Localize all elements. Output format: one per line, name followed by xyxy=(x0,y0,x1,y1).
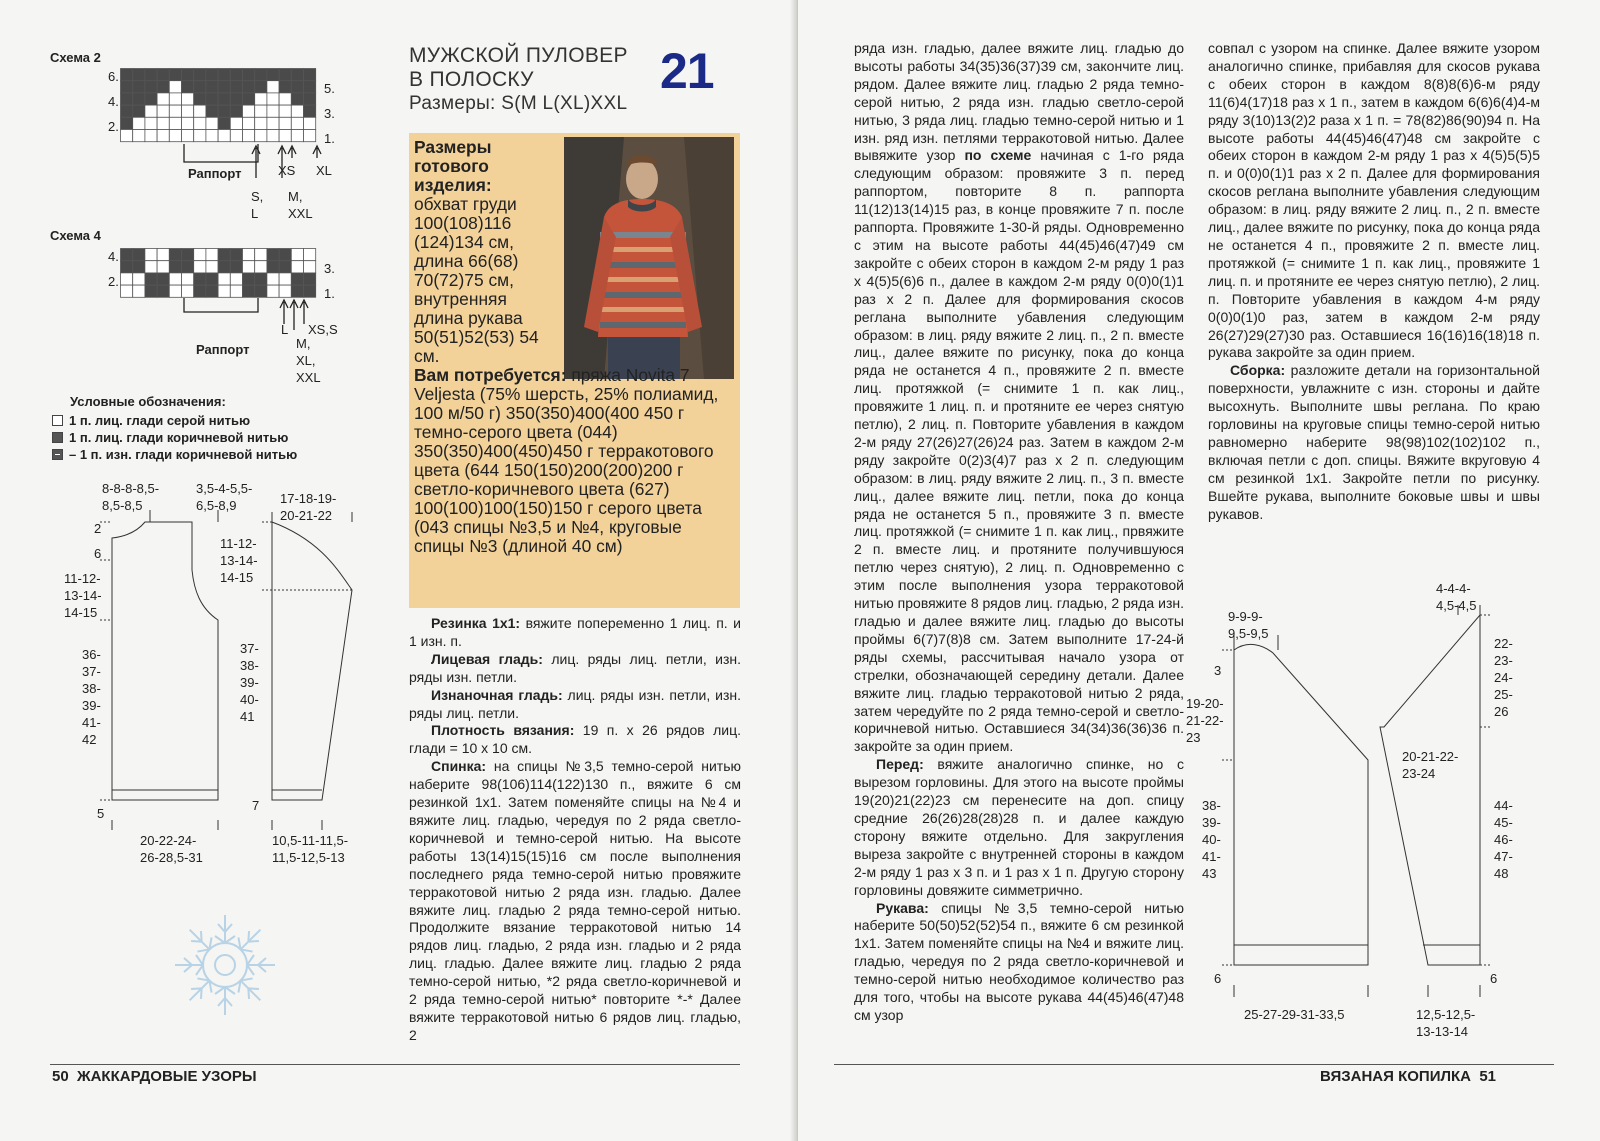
grid-cell xyxy=(145,117,157,129)
grid-cell xyxy=(291,69,303,81)
paragraph-text: ряда изн. гладью, далее вяжите лиц. гладью до высоты работы 34(35)36(37)39 см, закончите лиц. рядом. Далее вяжите лиц. гладью 2 ряда темно-серой нитью, 2 ряда изн. гладью светло-серой нитью, 3 ряда лиц. гладью темно-серой нитью и 1 изн. ряд изн. петлями терракотовой нитью. Далее вывяжите узор xyxy=(854,40,1184,164)
grid-cell xyxy=(133,273,145,285)
schema2-row-5: 5. xyxy=(324,81,335,96)
schema4-row-3: 3. xyxy=(324,261,335,276)
schema4-xs-s: XS,S xyxy=(308,322,338,337)
legend-label-brown-purl: – 1 п. изн. глади коричневой нитью xyxy=(69,447,298,462)
grid-cell xyxy=(218,105,230,117)
section-name-right: ВЯЗАНАЯ КОПИЛКА xyxy=(1320,1068,1471,1085)
front-width: 25-27-29-31-33,5 xyxy=(1244,1007,1345,1022)
sizes-line xyxy=(409,92,628,116)
grid-cell xyxy=(145,81,157,93)
paragraph-text: вяжите аналогично спинке, но с вырезом горловины. Для этого на высоте проймы 19(20)21(22)23 см перенесите на доп. спицу средние 26(26)28(28)28 п. и далее каждую сторону вяжите отдельно. Для закругления выреза закройте с внутренней стороны в каждом 2-м ряду 1 раз х 3 п. и 1 раз х 1 п. Другую сторону горловины довяжите симметрично. xyxy=(854,756,1184,898)
grid-cell xyxy=(182,81,194,93)
sleeve-width: 10,5-11-11,5- 11,5-12,5-13 xyxy=(272,833,349,865)
swatch-brown xyxy=(52,432,63,443)
back-top-left: 8-8-8-8,5- 8,5-8,5 xyxy=(102,481,160,513)
grid-cell xyxy=(133,117,145,129)
grid-cell xyxy=(218,81,230,93)
grid-cell xyxy=(267,261,279,273)
schema2-row-3: 3. xyxy=(324,106,335,121)
paragraph xyxy=(854,40,1184,756)
paragraph-heading: Перед: xyxy=(876,756,924,773)
instructions-col-1 xyxy=(409,615,741,1045)
grid-cell xyxy=(121,261,133,273)
info-text xyxy=(414,138,734,556)
grid-cell xyxy=(121,130,133,142)
grid-cell xyxy=(279,273,291,285)
grid-cell xyxy=(206,117,218,129)
title-block xyxy=(409,44,628,116)
front-side: 38- 39- 40- 41- 43 xyxy=(1202,798,1221,881)
info-box xyxy=(409,133,740,608)
grid-cell xyxy=(121,105,133,117)
grid-cell xyxy=(243,261,255,273)
schema2-chart xyxy=(120,68,320,144)
schema4-row-4: 4. xyxy=(108,249,119,264)
schema4-rapport: Раппорт xyxy=(196,342,250,357)
grid-cell xyxy=(182,249,194,261)
grid-cell xyxy=(182,93,194,105)
need-title-inline: Вам потребуется: xyxy=(414,365,567,385)
grid-cell xyxy=(182,105,194,117)
grid-cell xyxy=(291,249,303,261)
grid-cell xyxy=(194,93,206,105)
paragraph-heading: Резинка 1х1: xyxy=(431,615,521,631)
grid-cell xyxy=(279,261,291,273)
paragraph-text: разложите детали на горизонтальной поверхности, увлажните с изн. стороны и дайте высохнуть. Выполните швы реглана. По краю горловины на круговые спицы темно-серой нитью равномерно наберите 98(98)102(102)102 п., включая петли с доп. спицы. Вяжите вкруговую 4 см резинкой 1х1. Закройте петли по рисунку. Вшейте рукава, выполните боковые швы и швы рукавов. xyxy=(1208,362,1540,522)
paragraph-text: совпал с узором на спинке. Далее вяжите узором аналогично спинке, прибавляя для скосов рукава с обеих сторон в каждом 8(8)8(6)6-м ряду 11(6)4(17)18 раз х 1 п., затем в каждом 6(6)6(4)4-м ряду 3(10)13(2)2 раза х 1 п. = 78(82)86(90)94 п. На высоте работы 44(45)46(47)48 см закройте с обеих сторон в каждом 2-м ряду 1 раз х 4(5)5(5)5 п. и 0(0)0(1)1 раз х 2 п. Далее для формирования скосов реглана выполните убавления следующим образом: в лиц. ряду вяжите 2 лиц. п., 2 п. вместе лиц., далее вяжите по рисунку, пока до конца ряда не останется 4 п., провяжите 2 п. вместе лиц. протяжкой (= снимите 1 п. как лиц., провяжите 1 лиц. п. и протяните ее через снятую петлю), 2 лиц. п. Повторите убавления в каждом 4-м ряду 0(0)0(1)0 раз, затем в каждом 2-м ряду 26(27)29(27)30 раз. Оставшиеся 16(16)16(18)18 п. рукава закройте за один прием. xyxy=(1208,40,1540,361)
grid-cell xyxy=(145,261,157,273)
grid-cell xyxy=(169,273,181,285)
need-text: пряжа Novita 7 Veljesta (75% шерсть, 25% полиамид, 100 м/50 г) 350(350)400(400 450 г темно-серого цвета (044) 350(350)400(450)450 г терракотового цвета (644 150(150)200(200)200 г светло-коричневого цвета (627) 100(100)100(150)150 г серого цвета (043 спицы №3,5 и №4, круговые спицы №3 (длиной 40 см) xyxy=(414,365,719,556)
sleeve2-length: 44- 45- 46- 47- 48 xyxy=(1494,798,1513,881)
back-shoulder: 6 xyxy=(94,546,102,561)
grid-cell xyxy=(194,249,206,261)
grid-cell xyxy=(169,105,181,117)
grid-cell xyxy=(182,261,194,273)
sizes-text: обхват груди 100(108)116 (124)134 см, длина 66(68) 70(72)75 см, внутренняя длина рукава 50(51)52(53) 54 см. xyxy=(414,194,539,366)
section-name-left: ЖАККАРДОВЫЕ УЗОРЫ xyxy=(77,1068,257,1085)
sleeve-top: 17-18-19- 20-21-22 xyxy=(280,491,337,523)
grid-cell xyxy=(206,69,218,81)
grid-cell xyxy=(182,69,194,81)
grid-cell xyxy=(169,261,181,273)
grid-cell xyxy=(157,117,169,129)
grid-cell xyxy=(206,105,218,117)
schema2-row-1: 1. xyxy=(324,131,335,146)
grid-cell xyxy=(218,117,230,129)
grid-cell xyxy=(230,273,242,285)
snowflake-icon xyxy=(170,910,280,1020)
grid-cell xyxy=(206,273,218,285)
grid-cell xyxy=(243,81,255,93)
paragraph-heading: Плотность вязания: xyxy=(431,722,575,739)
grid-cell xyxy=(230,81,242,93)
grid-cell xyxy=(230,261,242,273)
paragraph xyxy=(409,722,741,758)
grid-cell xyxy=(157,130,169,142)
grid-cell xyxy=(218,261,230,273)
grid-cell xyxy=(218,69,230,81)
grid-cell xyxy=(243,249,255,261)
grid-cell xyxy=(145,249,157,261)
sizes-label: Размеры: xyxy=(409,93,496,114)
footer-right xyxy=(1320,1068,1496,1085)
schema2-xs: XS xyxy=(278,163,296,178)
paragraph-heading: Спинка: xyxy=(431,758,487,775)
grid-cell xyxy=(182,117,194,129)
grid-cell xyxy=(255,273,267,285)
schema2-rapport: Раппорт xyxy=(188,166,242,181)
back-width: 20-22-24- 26-28,5-31 xyxy=(140,833,203,865)
legend-title: Условные обозначения: xyxy=(70,394,226,409)
grid-cell xyxy=(133,81,145,93)
grid-cell xyxy=(291,261,303,273)
paragraph-text: лиц. ряды изн. петли, изн. ряды лиц. петли. xyxy=(409,686,741,721)
paragraph-text: спицы №3,5 темно-серой нитью наберите 50(50)52(52)54 п., вяжите 6 см резинкой 1х1. Затем поменяйте спицы на №4 и вяжите лиц. гладью, чередуя по 2 ряда светло-коричневой и темно-серой нитью необходимое количество раз для того, чтобы на высоте рукава 44(45)46(47)48 см узор xyxy=(854,899,1184,1023)
grid-cell xyxy=(169,117,181,129)
grid-cell xyxy=(121,81,133,93)
paragraph xyxy=(854,756,1184,899)
grid-cell xyxy=(157,105,169,117)
sleeve2-mid: 20-21-22- 23-24 xyxy=(1402,749,1459,781)
grid-cell xyxy=(157,261,169,273)
swatch-brown-purl xyxy=(52,449,63,460)
grid-cell xyxy=(121,93,133,105)
schema4-chart xyxy=(120,248,320,300)
grid-cell xyxy=(157,285,169,297)
grid-cell xyxy=(169,249,181,261)
grid-cell xyxy=(169,93,181,105)
front-bottom: 6 xyxy=(1214,971,1222,986)
paragraph-heading: Изнаночная гладь: xyxy=(431,686,563,703)
grid-cell xyxy=(255,117,267,129)
grid-cell xyxy=(133,105,145,117)
grid-cell xyxy=(291,105,303,117)
grid-cell xyxy=(230,93,242,105)
grid-cell xyxy=(145,273,157,285)
paragraph-text: лиц. ряды лиц. петли, изн. ряды изн. петли. xyxy=(409,650,741,685)
grid-cell xyxy=(267,117,279,129)
paragraph xyxy=(409,615,741,651)
page-number-right: 51 xyxy=(1479,1068,1497,1085)
grid-cell xyxy=(267,249,279,261)
schema4-m-xl-xxl: M, XL, XXL xyxy=(296,336,321,385)
schema4-row-1: 1. xyxy=(324,286,335,301)
sleeve-cuff: 7 xyxy=(252,798,260,813)
grid-cell xyxy=(194,105,206,117)
footer-left xyxy=(52,1068,257,1085)
grid-cell xyxy=(133,130,145,142)
grid-cell xyxy=(279,81,291,93)
back-armhole: 11-12- 13-14- 14-15 xyxy=(64,571,102,620)
grid-cell xyxy=(206,81,218,93)
grid-cell xyxy=(230,69,242,81)
grid-cell xyxy=(304,249,316,261)
paragraph-text: на спицы №3,5 темно-серой нитью наберите 98(106)114(122)130 п., вяжите 6 см резинкой 1х1. Затем поменяйте спицы на №4 и вяжите лиц. гладью, чередуя по 2 ряда светло-коричневой и темно-серой нитью. На высоте работы 13(14)15(15)16 см после выполнения последнего ряда темно-серой нитью провяжите терракотовой нитью 2 ряда изн. гладью. Далее вяжите лиц. гладью 2 ряда темно-серой нитью. Продолжите вязание терракотовой нитью 14 рядов лиц. гладью, 2 ряда изн. гладью и 2 ряда лиц. гладью. Далее вяжите лиц. гладью 2 ряда темно-серой нитью, *2 ряда светло-коричневой и 2 ряда темно-серой нитью* повторите *-* Далее вяжите терракотовой нитью 6 рядов лиц. гладью, 2 xyxy=(409,758,741,1043)
schema2-s-l: S, L xyxy=(251,189,264,221)
instructions-col-2 xyxy=(854,40,1184,1025)
front-neck: 3 xyxy=(1214,663,1222,678)
front-top: 9-9-9- 9,5-9,5 xyxy=(1228,609,1269,641)
grid-cell xyxy=(291,117,303,129)
sleeve-length: 37- 38- 39- 40- 41 xyxy=(240,641,259,724)
grid-cell xyxy=(121,249,133,261)
grid-cell xyxy=(255,93,267,105)
grid-cell xyxy=(267,93,279,105)
footer-rule-left xyxy=(50,1064,740,1065)
grid-cell xyxy=(255,249,267,261)
sizes-value: S(M L(XL)XXL xyxy=(501,93,628,114)
sleeve2-cap: 22- 23- 24- 25- 26 xyxy=(1494,636,1513,719)
back-side: 36- 37- 38- 39- 41- 42 xyxy=(82,647,101,747)
schema2-row-6: 6. xyxy=(108,69,119,84)
schema2-row-4: 4. xyxy=(108,94,119,109)
back-top-right: 3,5-4-5,5- 6,5-8,9 xyxy=(196,481,253,513)
grid-cell xyxy=(121,69,133,81)
grid-cell xyxy=(121,273,133,285)
schema4-title: Схема 4 xyxy=(50,228,101,243)
paragraph xyxy=(1208,40,1540,362)
title-line-2: В ПОЛОСКУ xyxy=(409,68,534,91)
schema2-row-2: 2. xyxy=(108,119,119,134)
back-bottom: 5 xyxy=(97,806,105,821)
legend-label-grey: 1 п. лиц. глади серой нитью xyxy=(69,413,251,428)
paragraph-text: вяжите попеременно 1 лиц. п. и 1 изн. п. xyxy=(409,615,741,649)
grid-cell xyxy=(157,69,169,81)
grid-cell xyxy=(218,249,230,261)
grid-cell xyxy=(133,249,145,261)
grid-cell xyxy=(157,93,169,105)
grid-cell xyxy=(243,69,255,81)
grid-cell xyxy=(243,117,255,129)
grid-cell xyxy=(218,273,230,285)
grid-cell xyxy=(121,117,133,129)
grid-cell xyxy=(194,81,206,93)
grid-cell xyxy=(267,81,279,93)
grid-cell xyxy=(267,69,279,81)
grid-cell xyxy=(157,81,169,93)
footer-rule-right xyxy=(834,1064,1554,1065)
grid-cell xyxy=(304,93,316,105)
paragraph-heading: Лицевая гладь: xyxy=(431,650,543,667)
grid-cell xyxy=(157,273,169,285)
left-page xyxy=(0,0,795,1141)
grid-cell xyxy=(230,249,242,261)
grid-cell xyxy=(279,93,291,105)
paragraph xyxy=(409,758,741,1045)
grid-cell xyxy=(304,105,316,117)
legend-item-grey xyxy=(52,413,250,428)
sleeve2-width: 12,5-12,5- 13-13-14 xyxy=(1416,1007,1476,1039)
grid-cell xyxy=(267,105,279,117)
grid-cell xyxy=(279,105,291,117)
grid-cell xyxy=(169,81,181,93)
back-neck: 2 xyxy=(94,521,102,536)
grid-cell xyxy=(243,93,255,105)
pattern-number: 21 xyxy=(660,43,714,99)
grid-cell xyxy=(194,261,206,273)
sleeve2-cuff: 6 xyxy=(1490,971,1498,986)
grid-cell xyxy=(206,261,218,273)
grid-cell xyxy=(133,93,145,105)
grid-cell xyxy=(243,273,255,285)
title-line-1: МУЖСКОЙ ПУЛОВЕР xyxy=(409,44,628,67)
grid-cell xyxy=(133,285,145,297)
sizes-title: Размеры готового изделия: xyxy=(414,137,492,195)
legend-item-brown-purl xyxy=(52,447,297,462)
instructions-col-3 xyxy=(1208,40,1540,523)
paragraph-emphasis: по схеме xyxy=(964,147,1032,164)
grid-cell xyxy=(267,273,279,285)
grid-cell xyxy=(255,81,267,93)
grid-cell xyxy=(194,69,206,81)
grid-cell xyxy=(255,105,267,117)
sleeve2-top: 4-4-4- 4,5-4,5 xyxy=(1436,581,1477,613)
front-diagram xyxy=(1218,605,1538,1025)
paragraph xyxy=(854,900,1184,1025)
grid-cell xyxy=(291,93,303,105)
grid-cell xyxy=(230,105,242,117)
grid-cell xyxy=(255,261,267,273)
grid-cell xyxy=(291,273,303,285)
schema4-l: L xyxy=(281,322,289,337)
schema4-row-2: 2. xyxy=(108,274,119,289)
grid-cell xyxy=(145,93,157,105)
right-page xyxy=(798,0,1600,1141)
grid-cell xyxy=(230,117,242,129)
grid-cell xyxy=(291,81,303,93)
paragraph xyxy=(409,687,741,723)
grid-cell xyxy=(255,69,267,81)
paragraph-heading: Рукава: xyxy=(876,899,929,916)
grid-cell xyxy=(145,285,157,297)
grid-cell xyxy=(194,273,206,285)
paragraph-text: начиная с 1-го ряда следующим образом: провяжите 3 п. перед раппортом, повторите 8 п. раппорта 11(12)13(14)15 раз, в конце провяжите 7 п. после раппорта. Провяжите 1-30-й ряды. Одновременно с этим на высоте работы 44(45)46(47)49 см закройте с обеих сторон в каждом 2-м ряду 1 раз х 4(5)5(6)6 п., далее в каждом 2-м ряду 0(0)0(1)1 раз х 2 п. Далее для формирования скосов реглана выполните убавления следующим образом: в лиц. ряду вяжите 2 лиц. п., 2 п. вместе лиц., далее вяжите по рисунку, пока до конца ряда не останется 4 п., провяжите 2 п. вместе лиц. протяжкой (= снимите 1 п. как лиц., провяжите 1 лиц. п. и протяните ее через снятую петлю), 2 лиц. п. Повторите убавления в каждом 2-м ряду 27(26)27(26)24 раз. Затем в каждом 2-м ряду закройте 0(2)3(4)7 раз х 2 п. следующим образом: в лиц. ряду вяжите 2 лиц. п., 3 п. вместе лиц., далее вяжите лиц. петли, пока до конца ряда не останется 5 п., провяжите 3 п. вместе лиц. протяжкой (= снимите 1 п. как лиц., првяжите 2 п. вместе лиц. и протяните получившуюся петлю через снятую), 2 лиц. п. Одновременно с этим после выполнения узора терракотовой нитью провяжите 8 рядов лиц. гладью, 2 ряда изн. гладью и далее вяжите лиц. гладью до высоты проймы 6(7)7(8)8 см. Затем выполните 17-24-й ряды схемы, рассчитывая начало узора от стрелки, обозначающей середину детали. Далее вяжите лиц. гладью терракотовой нитью 2 ряда, затем чередуйте по 2 ряда темно-серой и светло-коричневой нитью. Оставшиеся 34(34)36(36)36 п. закройте за один прием. xyxy=(854,147,1184,755)
grid-cell xyxy=(304,273,316,285)
grid-cell xyxy=(243,105,255,117)
grid-cell xyxy=(145,130,157,142)
grid-cell xyxy=(133,261,145,273)
grid-cell xyxy=(145,69,157,81)
page-number-left: 50 xyxy=(52,1068,69,1085)
grid-cell xyxy=(206,93,218,105)
schema2-m-xxl: M, XXL xyxy=(288,189,313,221)
grid-cell xyxy=(304,69,316,81)
grid-cell xyxy=(169,69,181,81)
legend-item-brown xyxy=(52,430,288,445)
grid-cell xyxy=(279,117,291,129)
grid-cell xyxy=(145,105,157,117)
grid-cell xyxy=(279,69,291,81)
legend-label-brown: 1 п. лиц. глади коричневой нитью xyxy=(69,430,289,445)
grid-cell xyxy=(194,117,206,129)
grid-cell xyxy=(304,81,316,93)
grid-cell xyxy=(206,249,218,261)
sleeve-cap: 11-12- 13-14- 14-15 xyxy=(220,536,258,585)
grid-cell xyxy=(218,93,230,105)
paragraph-text: 19 п. х 26 рядов лиц. глади = 10 х 10 см. xyxy=(409,722,742,757)
schema2-xl: XL xyxy=(316,163,332,178)
paragraph xyxy=(409,651,741,687)
paragraph xyxy=(1208,362,1540,523)
grid-cell xyxy=(157,249,169,261)
grid-cell xyxy=(279,249,291,261)
grid-cell xyxy=(182,273,194,285)
grid-cell xyxy=(304,117,316,129)
paragraph-heading: Сборка: xyxy=(1230,362,1286,379)
grid-cell xyxy=(121,285,133,297)
schema2-title: Схема 2 xyxy=(50,50,101,65)
grid-cell xyxy=(304,261,316,273)
front-armhole: 19-20- 21-22- 23 xyxy=(1186,696,1224,745)
grid-cell xyxy=(133,69,145,81)
swatch-grey xyxy=(52,415,63,426)
